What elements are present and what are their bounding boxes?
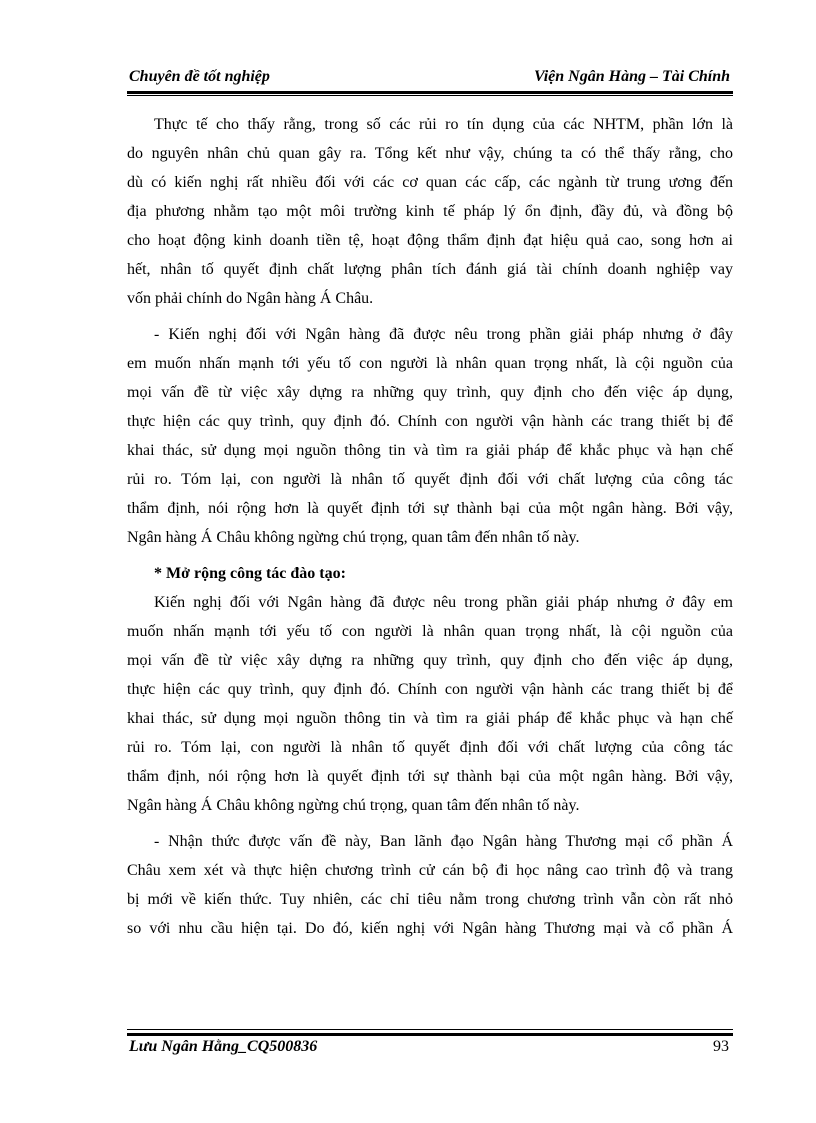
text-line: khai thác, sử dụng mọi nguồn thông tin và tìm ra giải pháp để khắc phục và hạn chế: [127, 710, 733, 727]
paragraph: [127, 110, 733, 313]
text-line: mọi vấn đề từ việc xây dựng ra những quy trình, quy định cho đến việc áp dụng,: [127, 384, 733, 401]
paragraph: [127, 320, 733, 552]
text-line: Châu xem xét và thực hiện chương trình cử cán bộ đi học nâng cao trình độ và trang: [127, 862, 733, 879]
text-line: - Kiến nghị đối với Ngân hàng đã được nêu trong phần giải pháp nhưng ở đây: [154, 326, 733, 343]
text-line: thực hiện các quy trình, quy định đó. Chính con người vận hành các trang thiết bị để: [127, 413, 733, 430]
text-line: em muốn nhấn mạnh tới yếu tố con người là nhân quan trọng nhất, là cội nguồn của: [127, 355, 733, 372]
text-line: thẩm định, nói rộng hơn là quyết định tới sự thành bại của một ngân hàng. Bởi vậy,: [127, 768, 733, 785]
text-line: thẩm định, nói rộng hơn là quyết định tới sự thành bại của một ngân hàng. Bởi vậy,: [127, 500, 733, 517]
text-line: Thực tế cho thấy rằng, trong số các rủi ro tín dụng của các NHTM, phần lớn là: [154, 116, 733, 133]
text-line: muốn nhấn mạnh tới yếu tố con người là nhân quan trọng nhất, là cội nguồn của: [127, 623, 733, 640]
text-line: Ngân hàng Á Châu không ngừng chú trọng, quan tâm đến nhân tố này.: [127, 797, 580, 814]
text-line: dù có kiến nghị rất nhiều đối với các cơ quan các cấp, các ngành từ trung ương đến: [127, 174, 733, 191]
header-rule-thick: [127, 91, 733, 94]
footer-author: Lưu Ngân Hằng_CQ500836: [129, 1038, 318, 1055]
text-line: cho hoạt động kinh doanh tiền tệ, hoạt động thẩm định đạt hiệu quả cao, song hơn ai: [127, 232, 733, 249]
text-line: do nguyên nhân chủ quan gây ra. Tổng kết như vậy, chúng ta có thể thấy rằng, cho: [127, 145, 733, 162]
footer-rule-thick: [127, 1033, 733, 1036]
text-line: Ngân hàng Á Châu không ngừng chú trọng, quan tâm đến nhân tố này.: [127, 529, 580, 546]
page-header: [127, 66, 733, 94]
header-institute: Viện Ngân Hàng – Tài Chính: [533, 68, 730, 85]
text-line: thực hiện các quy trình, quy định đó. Chính con người vận hành các trang thiết bị để: [127, 681, 733, 698]
page-number: 93: [713, 1038, 729, 1055]
text-line: mọi vấn đề từ việc xây dựng ra những quy trình, quy định cho đến việc áp dụng,: [127, 652, 733, 669]
text-line: Kiến nghị đối với Ngân hàng đã được nêu trong phần giải pháp nhưng ở đây em: [154, 594, 733, 611]
header-rule-thin: [127, 95, 733, 96]
text-line: rủi ro. Tóm lại, con người là nhân tố quyết định đối với chất lượng của công tác: [127, 471, 733, 488]
text-line: khai thác, sử dụng mọi nguồn thông tin và tìm ra giải pháp để khắc phục và hạn chế: [127, 442, 733, 459]
section-heading: * Mở rộng công tác đào tạo:: [154, 565, 346, 582]
text-line: hết, nhân tố quyết định chất lượng phân tích đánh giá tài chính doanh nghiệp vay: [127, 261, 733, 278]
text-line: địa phương nhằm tạo một môi trường kinh tế pháp lý ổn định, đầy đủ, và đồng bộ: [127, 203, 733, 220]
header-title: Chuyên đề tốt nghiệp: [129, 68, 270, 85]
text-line: rủi ro. Tóm lại, con người là nhân tố quyết định đối với chất lượng của công tác: [127, 739, 733, 756]
text-line: so với nhu cầu hiện tại. Do đó, kiến nghị với Ngân hàng Thương mại và cổ phần Á: [127, 920, 733, 937]
page-footer: [127, 1038, 733, 1062]
text-line: - Nhận thức được vấn đề này, Ban lãnh đạo Ngân hàng Thương mại cổ phần Á: [154, 833, 733, 850]
document-body: [127, 110, 733, 943]
paragraph: [127, 827, 733, 943]
text-line: bị mới về kiến thức. Tuy nhiên, các chỉ tiêu nằm trong chương trình vẫn còn rất nhỏ: [127, 891, 733, 908]
footer-rule-thin: [127, 1029, 733, 1030]
text-line: vốn phải chính do Ngân hàng Á Châu.: [127, 290, 374, 307]
paragraph: [127, 588, 733, 820]
